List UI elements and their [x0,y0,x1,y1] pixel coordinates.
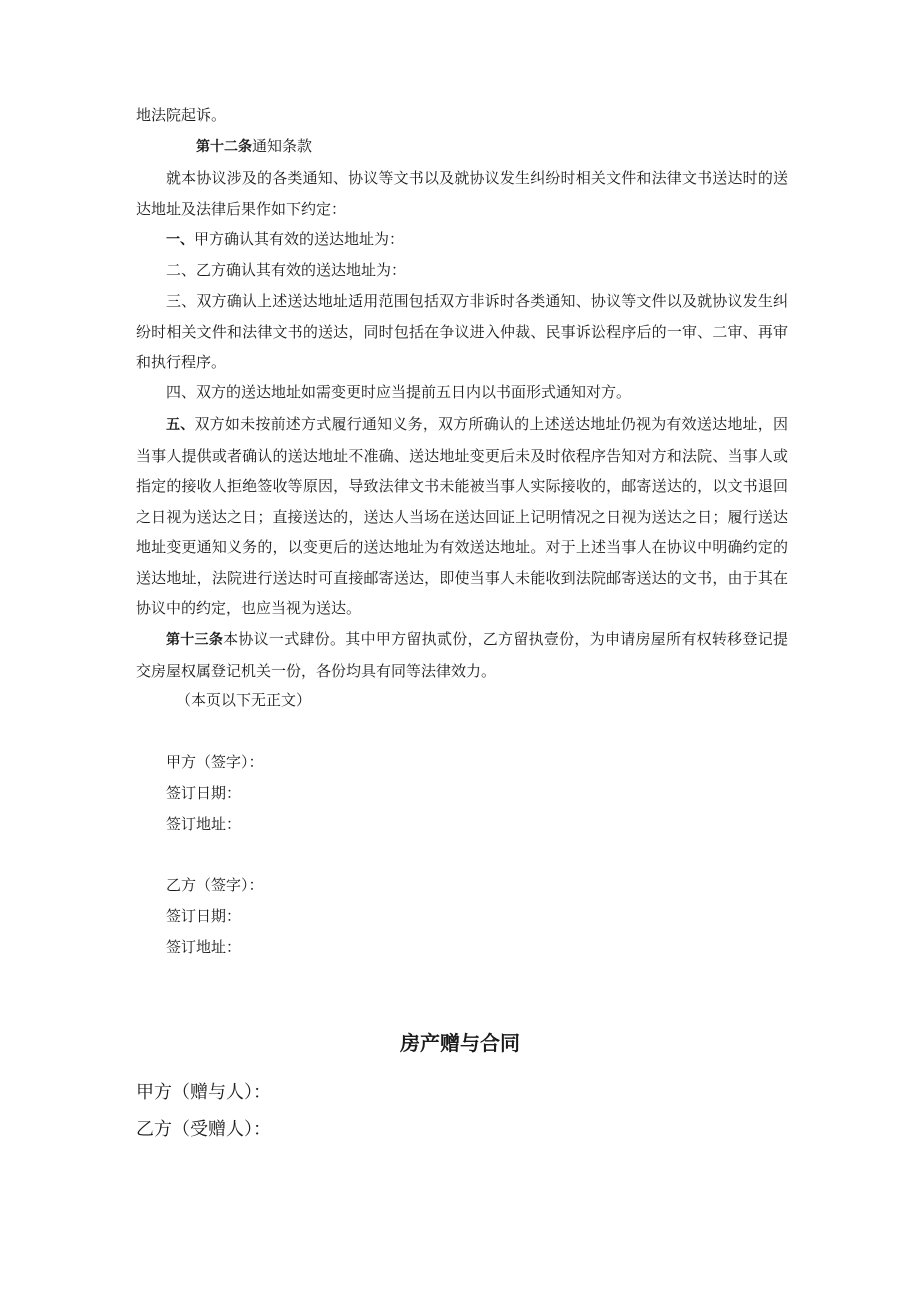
no-more-text: （本页以下无正文） [176,691,312,709]
clause12-item5-num: 五、 [166,417,195,433]
clause12-item2: 二、乙方确认其有效的送达地址为： [166,261,407,279]
clause11-tail: 地法院起诉。 [136,106,227,124]
party-a-address-line: 签订地址： [166,815,242,833]
clause12-heading [166,136,312,157]
clause12-item4: 四、双方的送达地址如需变更时应当提前五日内以书面形式通知对方。 [166,383,632,401]
donee-line: 乙方（受赠人）： [136,1119,271,1140]
party-a-sign-line: 甲方（签字）： [166,753,264,771]
donor-line: 甲方（赠与人）： [136,1082,271,1103]
clause12-item5-text: 双方如未按前述方式履行通知义务，双方所确认的上述送达地址仍视为有效送达地址，因当事人提供或者确认的送达地址不准确、送达地址变更后未及时依程序告知对方和法院、当事人或指定的接收人拒绝签收等原因，导致法律文书未能被当事人实际接收的，邮寄送达的，以文书退回之日视为送达之日；直接送达的，送达人当场在送达回证上记明情况之日视为送达之日；履行送达地址变更通知义务的，以变更后的送达地址为有效送达地址。对于上述当事人在协议中明确约定的送达地址，法院进行送达时可直接邮寄送达，即使当事人未能收到法院邮寄送达的文书，由于其在协议中的约定，也应当视为送达。 [136,415,788,617]
clause12-item5 [136,409,788,624]
contract-title: 房产赠与合同 [400,1031,520,1055]
party-b-date-line: 签订日期： [166,907,242,925]
party-b-address-line: 签订地址： [166,938,242,956]
party-b-sign-line: 乙方（签字）： [166,876,264,894]
clause12-item1 [166,229,404,250]
clause13-label: 第十三条 [166,632,224,648]
clause12-intro: 就本协议涉及的各类通知、协议等文书以及就协议发生纠纷时相关文件和法律文书送达时的送达地址及法律后果作如下约定： [136,169,788,218]
clause12-item1-num: 一、 [166,232,194,248]
clause13-text: 本协议一式肆份。其中甲方留执贰份，乙方留执壹份，为申请房屋所有权转移登记提交房屋权属登记机关一份，各份均具有同等法律效力。 [136,630,788,680]
party-a-date-line: 签订日期： [166,784,242,802]
clause12-label: 第十二条 [196,139,252,155]
clause12-item1-text: 甲方确认其有效的送达地址为： [194,230,405,248]
clause12-item3: 三、双方确认上述送达地址适用范围包括双方非诉时各类通知、协议等文件以及就协议发生纠纷时相关文件和法律文书的送达，同时包括在争议进入仲裁、民事诉讼程序后的一审、二审、再审和执行程序。 [136,292,788,371]
clause13 [136,624,788,686]
clause12-title: 通知条款 [252,137,313,155]
